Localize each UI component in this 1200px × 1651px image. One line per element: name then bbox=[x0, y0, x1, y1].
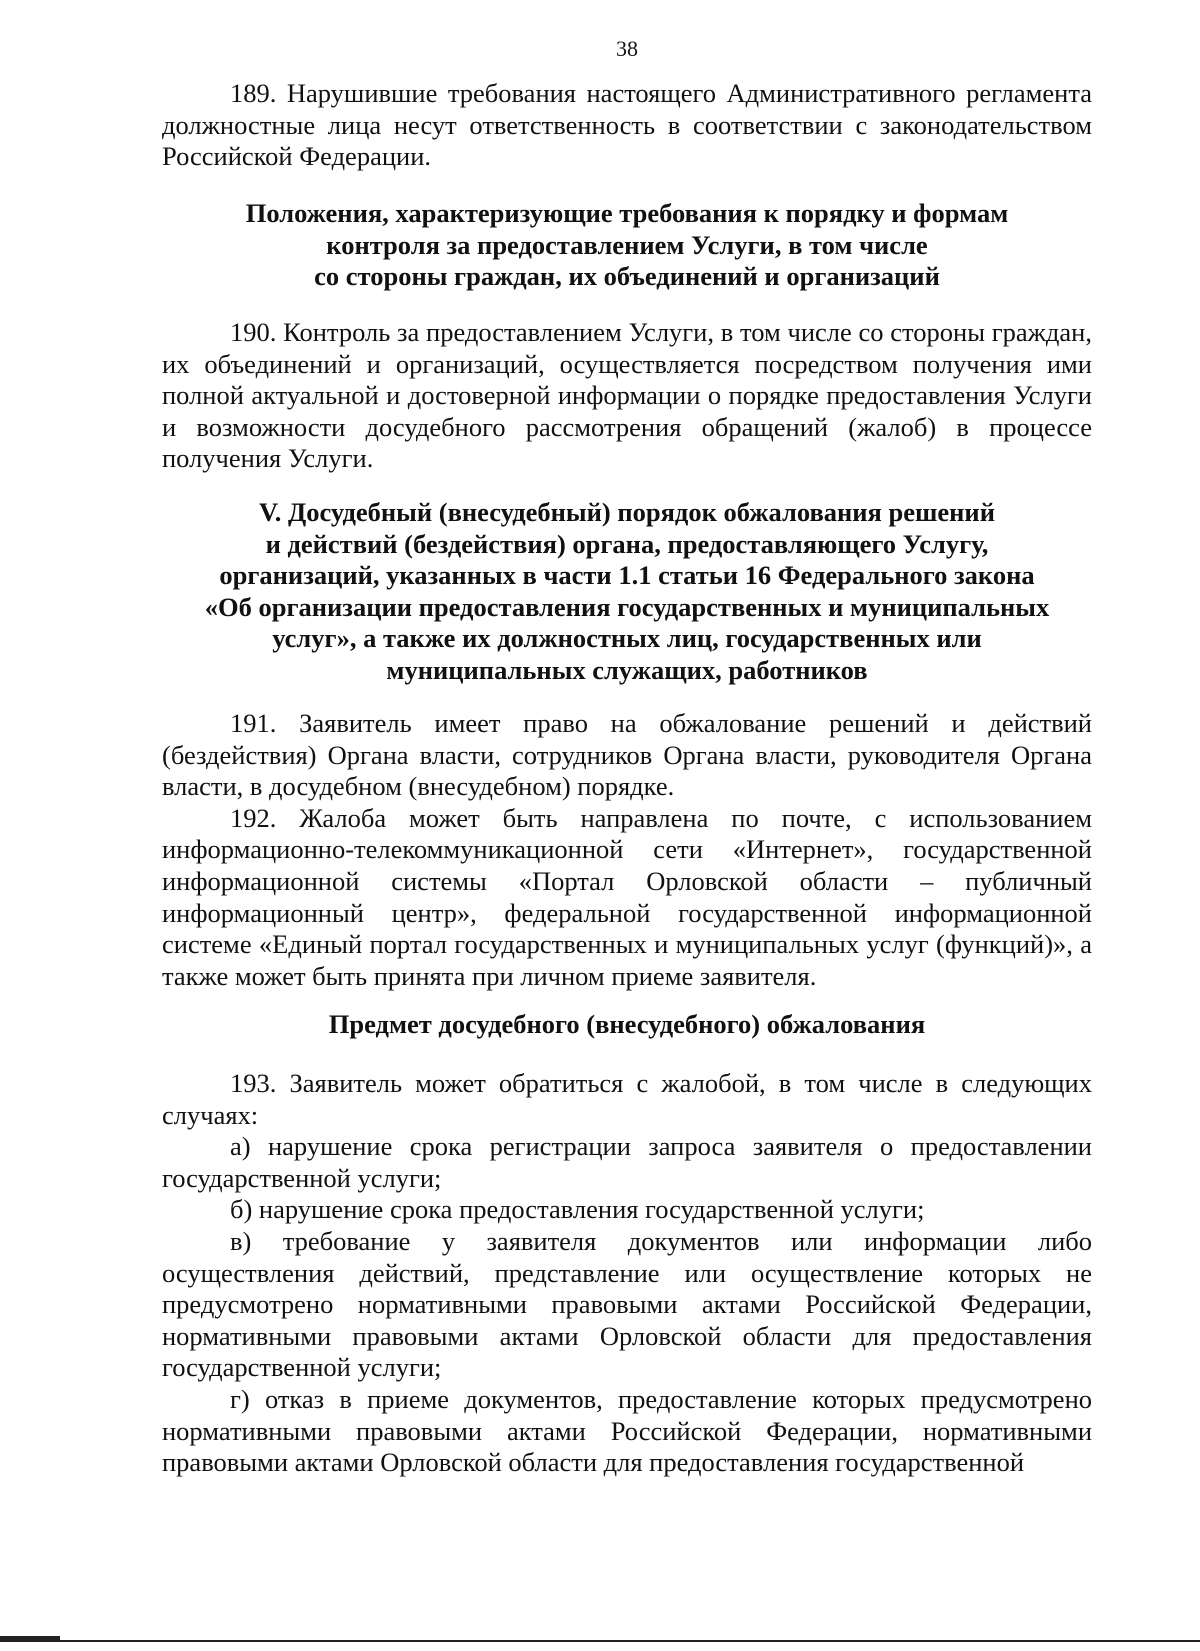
section-193 bbox=[162, 1068, 1092, 1479]
heading-line: контроля за предоставлением Услуги, в том числе bbox=[326, 229, 928, 260]
heading-control-provisions bbox=[162, 198, 1092, 293]
list-item-a: а) нарушение срока регистрации запроса заявителя о предоставлении государственной услуги; bbox=[162, 1131, 1092, 1193]
heading-line: V. Досудебный (внесудебный) порядок обжалования решений bbox=[259, 497, 995, 527]
list-item-g: г) отказ в приеме документов, предоставление которых предусмотрено нормативными правовыми актами Российской Федерации, нормативными правовыми актами Орловской области для предоставления государственной bbox=[162, 1383, 1092, 1478]
heading-line: со стороны граждан, их объединений и организаций bbox=[314, 261, 940, 292]
paragraph-192: 192. Жалоба может быть направлена по почте, с использованием информационно-телекоммуникационной сети «Интернет», государственной информационной системы «Портал Орловской области – публичный информационный центр», федеральной государственной информационной системе «Единый портал государственных и муниципальных услуг (функций)», а также может быть принята при личном приеме заявителя. bbox=[162, 802, 1092, 991]
page-bottom-border bbox=[0, 1640, 1200, 1642]
heading-line: муниципальных служащих, работников bbox=[386, 654, 868, 685]
section-189 bbox=[162, 78, 1092, 173]
heading-line: организаций, указанных в части 1.1 статьи 16 Федерального закона bbox=[219, 560, 1035, 591]
list-item-b: б) нарушение срока предоставления государственной услуги; bbox=[230, 1194, 925, 1225]
page-number: 38 bbox=[616, 36, 638, 61]
heading-subject-of-appeal bbox=[162, 1009, 1092, 1041]
section-190 bbox=[162, 317, 1092, 475]
paragraph-193: 193. Заявитель может обратиться с жалобой, в том числе в следующих случаях: bbox=[162, 1068, 1092, 1130]
paragraph-191: 191. Заявитель имеет право на обжалование решений и действий (бездействия) Органа власти, сотрудников Органа власти, руководителя Органа власти, в досудебном (внесудебном) порядке. bbox=[162, 708, 1092, 802]
list-item-v: в) требование у заявителя документов или информации либо осуществления действий, представление или осуществление которых не предусмотрено нормативными правовыми актами Российской Федерации, нормативными правовыми актами Орловской области для предоставления государственной услуги; bbox=[162, 1225, 1092, 1383]
heading-line: Предмет досудебного (внесудебного) обжалования bbox=[328, 1009, 926, 1039]
section-191-192 bbox=[162, 708, 1092, 992]
heading-line: «Об организации предоставления государственных и муниципальных bbox=[204, 591, 1050, 622]
heading-line: и действий (бездействия) органа, предоставляющего Услугу, bbox=[265, 528, 989, 559]
paragraph-190: 190. Контроль за предоставлением Услуги, в том числе со стороны граждан, их объединений и организаций, осуществляется посредством получения ими полной актуальной и достоверной информации о порядке предоставления Услуги и возможности досудебного рассмотрения обращений (жалоб) в процессе получения Услуги. bbox=[162, 317, 1092, 474]
page-bottom-border-mark bbox=[0, 1636, 60, 1641]
heading-line: Положения, характеризующие требования к порядку и формам bbox=[245, 198, 1009, 228]
heading-section-v bbox=[162, 497, 1092, 687]
heading-line: услуг», а также их должностных лиц, государственных или bbox=[272, 623, 982, 654]
paragraph-189: 189. Нарушившие требования настоящего Административного регламента должностные лица несут ответственность в соответствии с законодательством Российской Федерации. bbox=[162, 78, 1092, 172]
